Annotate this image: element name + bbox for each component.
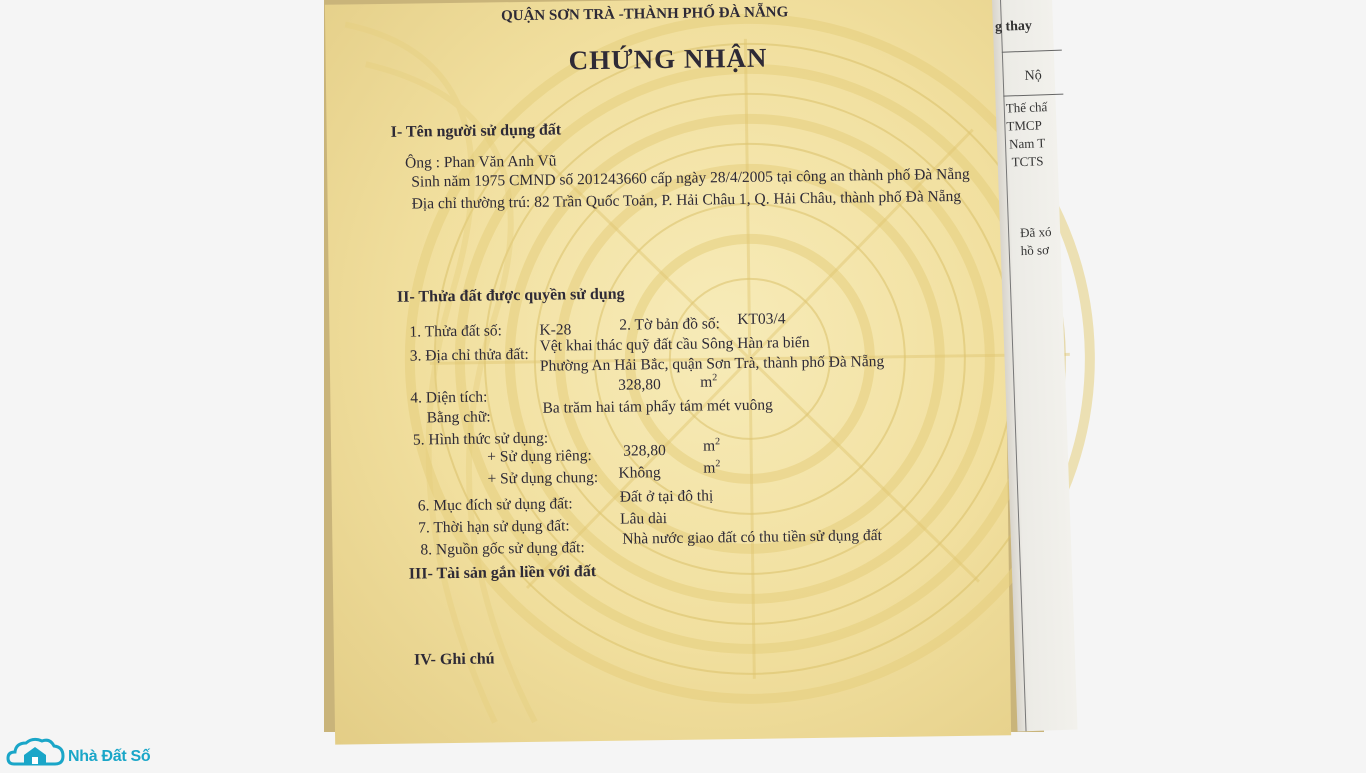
owner-name: Ông : Phan Văn Anh Vũ <box>404 152 557 172</box>
owner-birth-id: Sinh năm 1975 CMND số 201243660 cấp ngày 28/4/2005 tại công an thành phố Đà Nẵng <box>411 165 970 191</box>
side-text: TMCP <box>1006 117 1043 134</box>
table-rule <box>1003 94 1063 97</box>
certificate-page <box>325 0 1011 745</box>
side-text: Nam T <box>1008 135 1046 152</box>
side-text: TCTS <box>1011 153 1044 170</box>
side-text: hồ sơ <box>1020 242 1050 259</box>
brand-name: Nhà Đất Số <box>68 748 151 765</box>
area-in-words: Ba trăm hai tám phẩy tám mét vuông <box>542 396 773 417</box>
header-district: QUẬN SƠN TRÀ -THÀNH PHỐ ĐÀ NẴNG <box>500 4 789 25</box>
land-origin-label: 8. Nguồn gốc sử dụng đất: <box>420 539 585 559</box>
private-use-unit: $m^2$ <box>702 436 721 455</box>
use-term-label: 7. Thời hạn sử dụng đất: <box>418 517 570 537</box>
house-cloud-icon <box>6 734 66 768</box>
map-sheet-label: 2. Tờ bản đồ số: <box>619 315 720 334</box>
shared-use-value: Không <box>618 464 661 482</box>
usage-form-label: 5. Hình thức sử dụng: <box>412 429 549 449</box>
parcel-number-label: 1. Thửa đất số: <box>409 322 503 341</box>
table-rule <box>1002 50 1062 53</box>
parcel-address-line1: Vệt khai thác quỹ đất cầu Sông Hàn ra biển <box>539 334 810 355</box>
parcel-address-line2: Phường An Hải Bắc, quận Sơn Trà, thành phố Đà Nẵng <box>539 352 885 375</box>
side-text: Nộ <box>1024 68 1043 84</box>
private-use-label: + Sử dụng riêng: <box>487 447 592 466</box>
section-1-heading: I- Tên người sử dụng đất <box>390 121 562 141</box>
section-3-heading: III- Tài sản gắn liền với đất <box>408 563 597 583</box>
document-photo <box>324 0 1052 732</box>
shared-use-unit: $m^2$ <box>703 458 721 477</box>
parcel-address-label: 3. Địa chỉ thửa đất: <box>409 345 529 365</box>
area-unit: $m^2$ <box>700 372 718 391</box>
area-value: 328,80 <box>618 376 661 394</box>
section-2-heading: II- Thửa đất được quyền sử dụng <box>396 285 625 306</box>
land-purpose-label: 6. Mục đích sử dụng đất: <box>417 495 573 515</box>
land-purpose-value: Đất ở tại đô thị <box>619 487 714 506</box>
page-title: CHỨNG NHẬN <box>568 42 768 76</box>
map-sheet-value: KT03/4 <box>737 310 786 329</box>
section-4-heading: IV- Ghi chú <box>413 650 495 669</box>
side-text: Đã xó <box>1019 224 1052 241</box>
area-in-words-label: Bằng chữ: <box>426 408 491 427</box>
side-text: Thế chấ <box>1005 99 1048 116</box>
private-use-value: 328,80 <box>623 442 666 460</box>
side-text: g thay <box>994 18 1033 35</box>
area-label: 4. Diện tích: <box>410 388 488 407</box>
shared-use-label: + Sử dụng chung: <box>487 468 599 488</box>
owner-address: Địa chỉ thường trú: 82 Trần Quốc Toản, P. Hải Châu 1, Q. Hải Châu, thành phố Đà Nẵng <box>411 187 962 213</box>
land-origin-value: Nhà nước giao đất có thu tiền sử dụng đất <box>622 527 883 548</box>
site-watermark <box>6 734 166 768</box>
parcel-number-value: K-28 <box>539 321 572 339</box>
use-term-value: Lâu dài <box>619 510 668 528</box>
